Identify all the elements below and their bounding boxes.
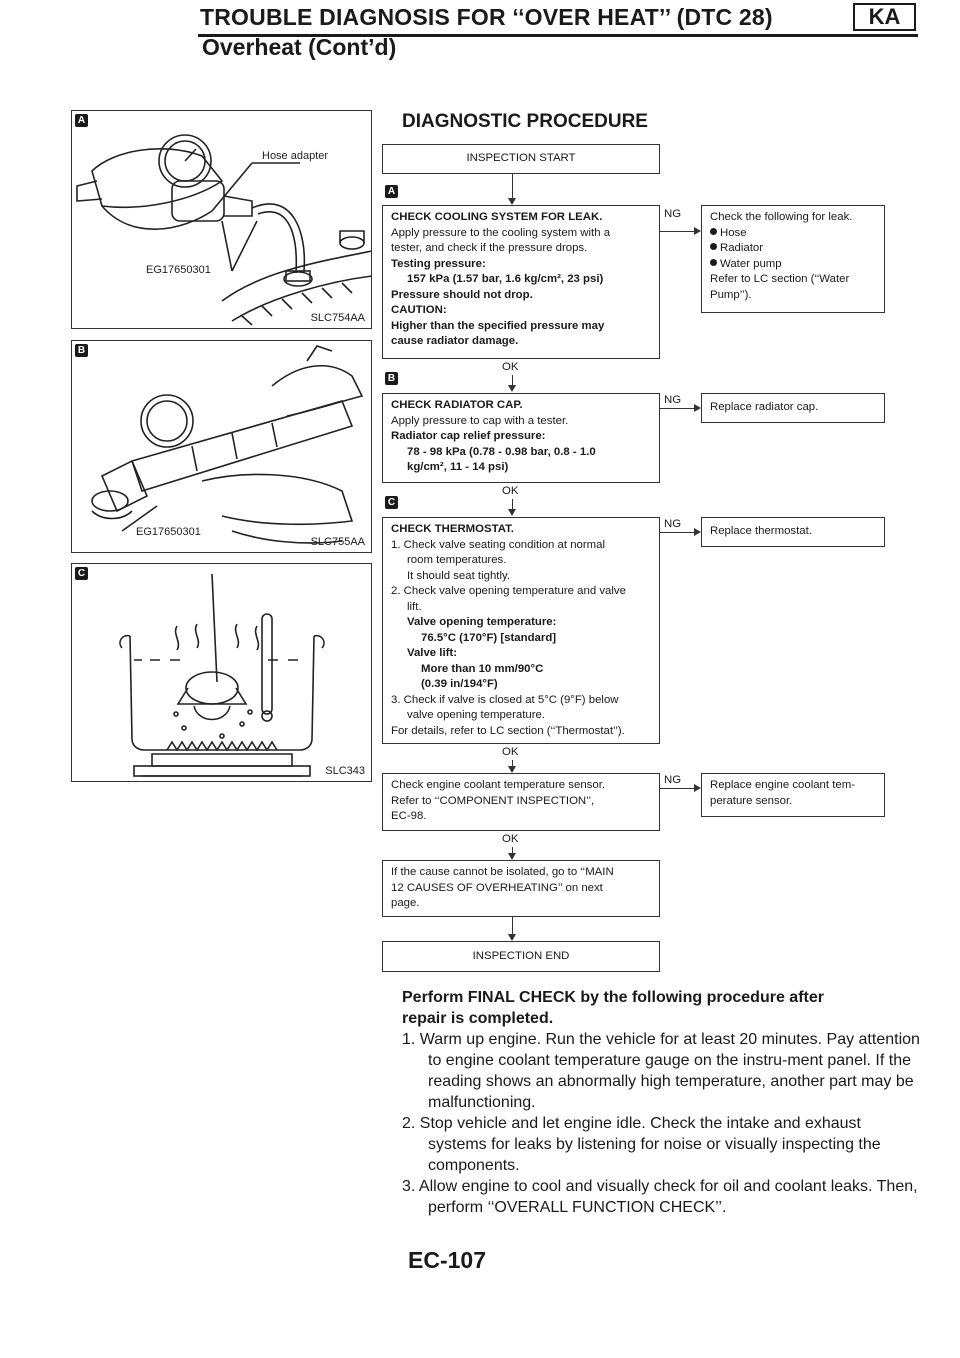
final-check-step: 2. Stop vehicle and let engine idle. Check the intake and exhaust systems for leaks by listening for noise or visually inspecting the components. [402, 1115, 881, 1174]
flow-marker-a: A [385, 185, 398, 198]
flow-end-box [382, 941, 660, 972]
step-d-ng-box [701, 773, 885, 817]
flow-arrow-right-icon [694, 404, 701, 412]
final-check [402, 987, 922, 1218]
ok-label-a: OK [502, 361, 519, 373]
hose-adapter-label: Hose adapter [262, 150, 329, 162]
step-c-ng-box [701, 517, 885, 547]
step-d-ng-action: perature sensor. [710, 794, 793, 807]
flow-arrow-right-icon [694, 784, 701, 792]
step-b-spec-value: kg/cm², 11 - 14 psi) [407, 461, 509, 473]
header-subtitle: Overheat (Cont’d) [202, 34, 397, 60]
figure-code-c: SLC343 [325, 765, 365, 777]
step-c-text: 3. Check if valve is closed at 5°C (9°F) below [391, 693, 619, 706]
flow-connector [512, 174, 513, 198]
flow-arrow-right-icon [694, 227, 701, 235]
figure-b [71, 340, 372, 553]
figure-a [71, 110, 372, 329]
step-a-caution-label: CAUTION: [391, 304, 447, 316]
ng-label-d: NG [664, 774, 682, 786]
header-title: TROUBLE DIAGNOSIS FOR ‘‘OVER HEAT’’ (DTC 28) [200, 4, 773, 30]
flow-arrow-down-icon [508, 509, 516, 516]
ok-label-d: OK [502, 833, 519, 845]
step-d-box [382, 773, 660, 831]
flow-arrow-down-icon [508, 385, 516, 392]
flow-arrow-down-icon [508, 198, 516, 205]
ng-item [710, 241, 876, 257]
step-d-text: Check engine coolant temperature sensor. [391, 779, 606, 791]
step-e-text: If the cause cannot be isolated, go to ‘‘MAIN [391, 866, 614, 878]
radiator-cap-tester-illustration [72, 341, 372, 553]
bullet-icon [710, 259, 717, 266]
step-c-spec-value: (0.39 in/194°F) [421, 678, 498, 690]
step-a-caution-text: cause radiator damage. [391, 335, 519, 347]
step-e-text: 12 CAUSES OF OVERHEATING’’ on next [391, 881, 603, 894]
ng-label-c: NG [664, 518, 682, 530]
flow-connector [660, 408, 694, 409]
step-d-text: Refer to ‘‘COMPONENT INSPECTION’’, [391, 794, 595, 807]
step-a-criterion: Pressure should not drop. [391, 288, 533, 301]
flow-connector [660, 788, 694, 789]
step-c-spec-value: More than 10 mm/90°C [421, 662, 544, 675]
flow-connector [512, 917, 513, 934]
step-b-text: Apply pressure to cap with a tester. [391, 414, 569, 427]
figure-marker-a: A [75, 114, 88, 127]
step-b-ng-box [701, 393, 885, 423]
flow-connector [512, 499, 513, 509]
step-d-ng-action: Replace engine coolant tem- [710, 779, 856, 791]
flow-arrow-down-icon [508, 853, 516, 860]
step-c-title: CHECK THERMOSTAT. [391, 523, 514, 535]
flow-start-box [382, 144, 660, 174]
step-c-text: lift. [407, 600, 422, 613]
step-a-caution-text: Higher than the specified pressure may [391, 319, 605, 332]
flow-arrow-down-icon [508, 934, 516, 941]
flow-marker-c: C [385, 496, 398, 509]
step-e-box [382, 860, 660, 917]
figure-code-b: SLC755AA [310, 536, 365, 548]
step-c-spec-label: Valve opening temperature: [407, 616, 557, 628]
step-a-spec-value: 157 kPa (1.57 bar, 1.6 kg/cm², 23 psi) [407, 273, 604, 285]
step-c-spec-value: 76.5°C (170°F) [standard] [421, 631, 557, 644]
figure-code-a: SLC754AA [310, 312, 365, 324]
step-b-spec-label: Radiator cap relief pressure: [391, 430, 546, 442]
ng-item-label: Hose [720, 226, 747, 239]
ng-label-b: NG [664, 394, 682, 406]
step-c-text: 1. Check valve seating condition at normal [391, 538, 606, 551]
flow-start-label: INSPECTION START [466, 152, 576, 164]
flow-connector [660, 532, 694, 533]
step-c-text: It should seat tightly. [407, 569, 510, 582]
step-c-spec-label: Valve lift: [407, 647, 458, 659]
flow-marker-b: B [385, 372, 398, 385]
step-a-title: CHECK COOLING SYSTEM FOR LEAK. [391, 211, 603, 223]
final-check-title: Perform FINAL CHECK by the following procedure after [402, 989, 824, 1006]
final-check-title: repair is completed. [402, 1010, 554, 1027]
ng-label-a: NG [664, 208, 682, 220]
page-number: EC-107 [408, 1247, 486, 1273]
ng-item [710, 257, 876, 273]
step-a-text: Apply pressure to the cooling system with a [391, 226, 611, 239]
step-a-ng-title: Check the following for leak. [710, 211, 853, 223]
figure-marker-b: B [75, 344, 88, 357]
step-b-box [382, 393, 660, 483]
ok-label-c: OK [502, 746, 519, 758]
tool-number-label-b: EG17650301 [136, 526, 201, 538]
flow-connector [660, 231, 694, 232]
step-b-ng-action: Replace radiator cap. [710, 401, 819, 413]
step-c-text: room temperatures. [407, 554, 507, 566]
step-a-box [382, 205, 660, 359]
section-badge: KA [853, 3, 916, 31]
tool-number-label-a: EG17650301 [146, 264, 211, 276]
step-a-ng-ref: Refer to LC section (‘‘Water [710, 273, 850, 285]
step-c-ng-action: Replace thermostat. [710, 525, 812, 537]
pressure-tester-radiator-illustration [72, 111, 372, 329]
flow-arrow-right-icon [694, 528, 701, 536]
step-e-text: page. [391, 897, 420, 909]
step-b-spec-value: 78 - 98 kPa (0.78 - 0.98 bar, 0.8 - 1.0 [407, 445, 596, 458]
step-c-text: valve opening temperature. [407, 709, 546, 721]
step-c-box [382, 517, 660, 744]
flow-arrow-down-icon [508, 766, 516, 773]
figure-marker-c: C [75, 567, 88, 580]
step-a-ng-box [701, 205, 885, 313]
section-title: DIAGNOSTIC PROCEDURE [402, 111, 648, 132]
ng-item-label: Water pump [720, 257, 782, 270]
bullet-icon [710, 228, 717, 235]
figure-c [71, 563, 372, 782]
bullet-icon [710, 243, 717, 250]
final-check-step: 3. Allow engine to cool and visually check for oil and coolant leaks. Then, perform ‘‘OVERALL FUNCTION CHECK’’. [402, 1178, 918, 1216]
step-a-text: tester, and check if the pressure drops. [391, 242, 588, 254]
step-a-ng-ref: Pump’’). [710, 288, 752, 301]
flow-end-label: INSPECTION END [472, 950, 570, 962]
final-check-step: 1. Warm up engine. Run the vehicle for at least 20 minutes. Pay attention to engine coolant temperature gauge on the instru-ment panel. If the reading shows an abnormally high temperature, another part may be malfunctioning. [402, 1031, 920, 1111]
step-a-spec-label: Testing pressure: [391, 257, 486, 270]
step-c-text: 2. Check valve opening temperature and valve [391, 585, 626, 597]
flow-connector [512, 375, 513, 385]
thermostat-in-water-illustration [72, 564, 372, 782]
ok-label-b: OK [502, 485, 519, 497]
ng-item [710, 226, 876, 242]
ng-item-label: Radiator [720, 242, 764, 254]
step-d-text: EC-98. [391, 810, 427, 822]
step-b-title: CHECK RADIATOR CAP. [391, 399, 523, 411]
step-c-text: For details, refer to LC section (‘‘Thermostat’’). [391, 724, 625, 737]
